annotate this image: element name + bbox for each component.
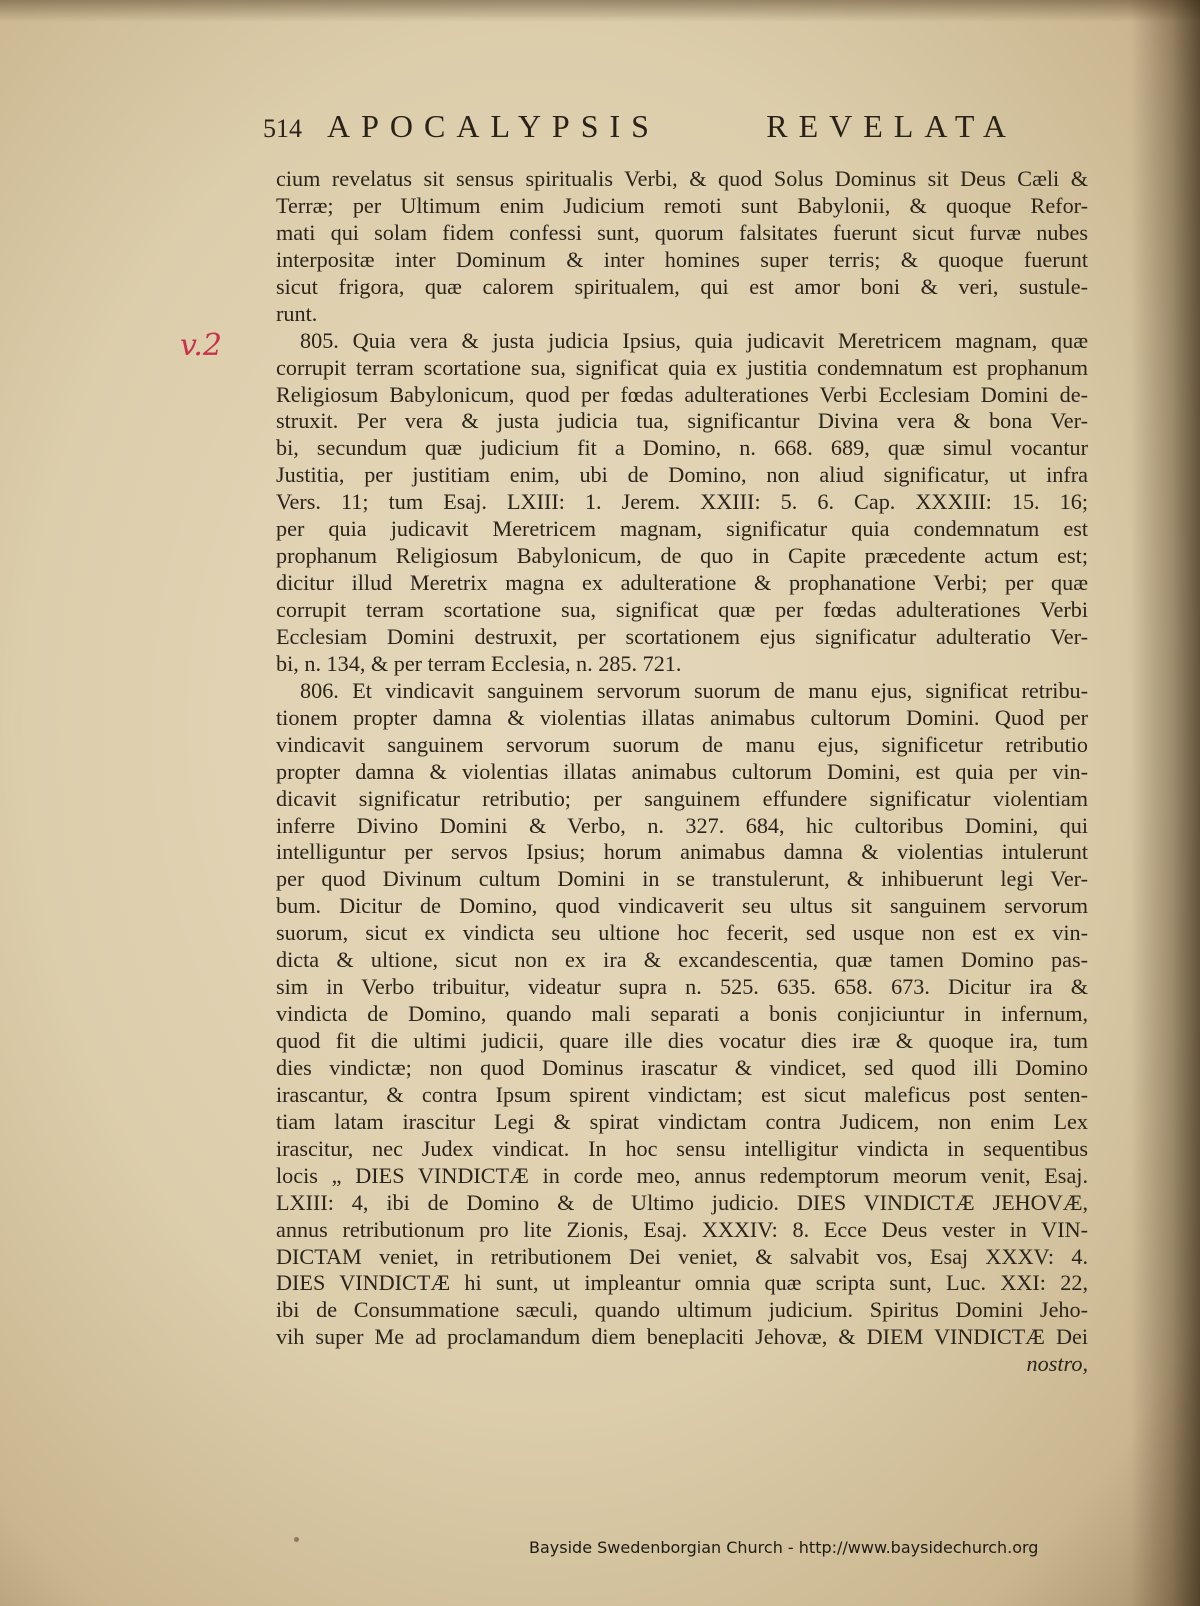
handwritten-margin-note: v.2: [180, 328, 223, 363]
text-line: mati qui solam fidem confessi sunt, quorum falsitates fuerunt sicut furvæ nubes: [276, 219, 1088, 245]
text-line: bi, n. 134, & per terram Ecclesia, n. 285. 721.: [276, 650, 682, 676]
text-line: tiam latam irascitur Legi & spirat vindictam contra Judicem, non enim Lex: [276, 1108, 1088, 1134]
paper-speck: [294, 1537, 299, 1542]
text-line: quod fit die ultimi judicii, quare ille dies vocatur dies iræ & quoque ira, tum: [276, 1028, 1088, 1053]
text-line: nostro,: [1026, 1351, 1088, 1377]
text-line: vih super Me ad proclamandum diem beneplaciti Jehovæ, & DIEM VINDICTÆ Dei: [276, 1324, 1088, 1350]
text-line: ibi de Consummatione sæculi, quando ultimum judicium. Spiritus Domini Jeho-: [276, 1297, 1088, 1323]
page-number: 514: [263, 114, 302, 143]
text-line: cium revelatus sit sensus spiritualis Verbi, & quod Solus Dominus sit Deus Cæli &: [276, 166, 1088, 191]
text-line: sicut frigora, quæ calorem spiritualem, qui est amor boni & veri, sustule-: [276, 273, 1088, 299]
footer-watermark: Bayside Swedenborgian Church - http://www.baysidechurch.org: [529, 1538, 1039, 1557]
page-header: [263, 108, 1023, 152]
text-line: DICTAM veniet, in retributionem Dei veniet, & salvabit vos, Esaj XXXV: 4.: [276, 1243, 1088, 1269]
text-line: annus retributionum pro lite Zionis, Esaj. XXXIV: 8. Ecce Deus vester in VIN-: [276, 1216, 1088, 1242]
text-line: interpositæ inter Dominum & inter homines super terris; & quoque fuerunt: [276, 246, 1088, 272]
text-line: prophanum Religiosum Babylonicum, de quo in Capite præcedente actum est;: [276, 543, 1088, 569]
text-line: LXIII: 4, ibi de Domino & de Ultimo judicio. DIES VINDICTÆ JEHOVÆ,: [276, 1189, 1088, 1215]
text-line: bum. Dicitur de Domino, quod vindicaverit seu ultus sit sanguinem servorum: [276, 893, 1088, 919]
running-title: APOCALYPSIS REVELATA: [327, 108, 1017, 144]
text-line: per quod Divinum cultum Domini in se transtulerunt, & inhibuerunt legi Ver-: [276, 866, 1088, 892]
text-line: 805. Quia vera & justa judicia Ipsius, quia judicavit Meretricem magnam, quæ: [300, 327, 1088, 353]
text-line: vindicta de Domino, quando mali separati a bonis conjiciuntur in infernum,: [276, 1001, 1088, 1027]
text-line: intelliguntur per servos Ipsius; horum animabus damna & violentias intulerunt: [276, 839, 1088, 865]
page-top-shadow: [0, 0, 1200, 22]
text-line: dies vindictæ; non quod Dominus irascatur & vindicet, sed quod illi Domino: [276, 1054, 1088, 1080]
text-line: bi, secundum quæ judicium fit a Domino, n. 668. 689, quæ simul vocantur: [276, 435, 1088, 461]
text-line: vindicavit sanguinem servorum suorum de manu ejus, significetur retributio: [276, 731, 1088, 757]
text-line: dicavit significatur retributio; per sanguinem effundere significatur violentiam: [276, 785, 1088, 811]
text-line: locis „ DIES VINDICTÆ in corde meo, annus redemptorum meorum venit, Esaj.: [276, 1162, 1088, 1188]
text-line: runt.: [276, 300, 318, 326]
text-line: 806. Et vindicavit sanguinem servorum suorum de manu ejus, significat retribu-: [300, 677, 1088, 703]
text-line: corrupit terram scortatione sua, significat quia ex justitia condemnatum est prophanum: [276, 354, 1088, 380]
text-line: DIES VINDICTÆ hi sunt, ut impleantur omnia quæ scripta sunt, Luc. XXI: 22,: [276, 1270, 1088, 1296]
text-line: dicta & ultione, sicut non ex ira & excandescentia, quæ tamen Domino pas-: [276, 947, 1088, 973]
text-line: Religiosum Babylonicum, quod per fœdas adulterationes Verbi Ecclesiam Domini de-: [276, 381, 1088, 407]
text-line: dicitur illud Meretrix magna ex adulteratione & prophanatione Verbi; per quæ: [276, 570, 1088, 596]
text-line: inferre Divino Domini & Verbo, n. 327. 684, hic cultoribus Domini, qui: [276, 812, 1088, 838]
text-line: struxit. Per vera & justa judicia tua, significantur Divina vera & bona Ver-: [276, 408, 1088, 434]
text-line: irascitur, nec Judex vindicat. In hoc sensu intelligitur vindicta in sequentibus: [276, 1135, 1088, 1161]
text-line: Ecclesiam Domini destruxit, per scortationem ejus significatur adulteratio Ver-: [276, 623, 1088, 649]
binding-gutter-shadow: [1130, 0, 1200, 1606]
text-line: corrupit terram scortatione sua, significat quæ per fœdas adulterationes Verbi: [276, 597, 1088, 622]
text-line: sim in Verbo tribuitur, videatur supra n. 525. 635. 658. 673. Dicitur ira &: [276, 974, 1088, 1000]
text-line: Justitia, per justitiam enim, ubi de Domino, non aliud significatur, ut infra: [276, 462, 1088, 488]
text-line: Vers. 11; tum Esaj. LXIII: 1. Jerem. XXIII: 5. 6. Cap. XXXIII: 15. 16;: [276, 489, 1088, 515]
body-text: [276, 166, 1088, 1378]
text-line: Terræ; per Ultimum enim Judicium remoti sunt Babylonii, & quoque Refor-: [276, 192, 1088, 218]
text-line: propter damna & violentias illatas animabus cultorum Domini, est quia per vin-: [276, 758, 1088, 784]
text-line: irascantur, & contra Ipsum spirent vindictam; est sicut maleficus post senten-: [276, 1081, 1088, 1107]
text-line: tionem propter damna & violentias illatas animabus cultorum Domini. Quod per: [276, 704, 1088, 730]
text-line: per quia judicavit Meretricem magnam, significatur quia condemnatum est: [276, 516, 1088, 542]
text-line: suorum, sicut ex vindicta seu ultione hoc fecerit, sed usque non est ex vin-: [276, 920, 1088, 946]
